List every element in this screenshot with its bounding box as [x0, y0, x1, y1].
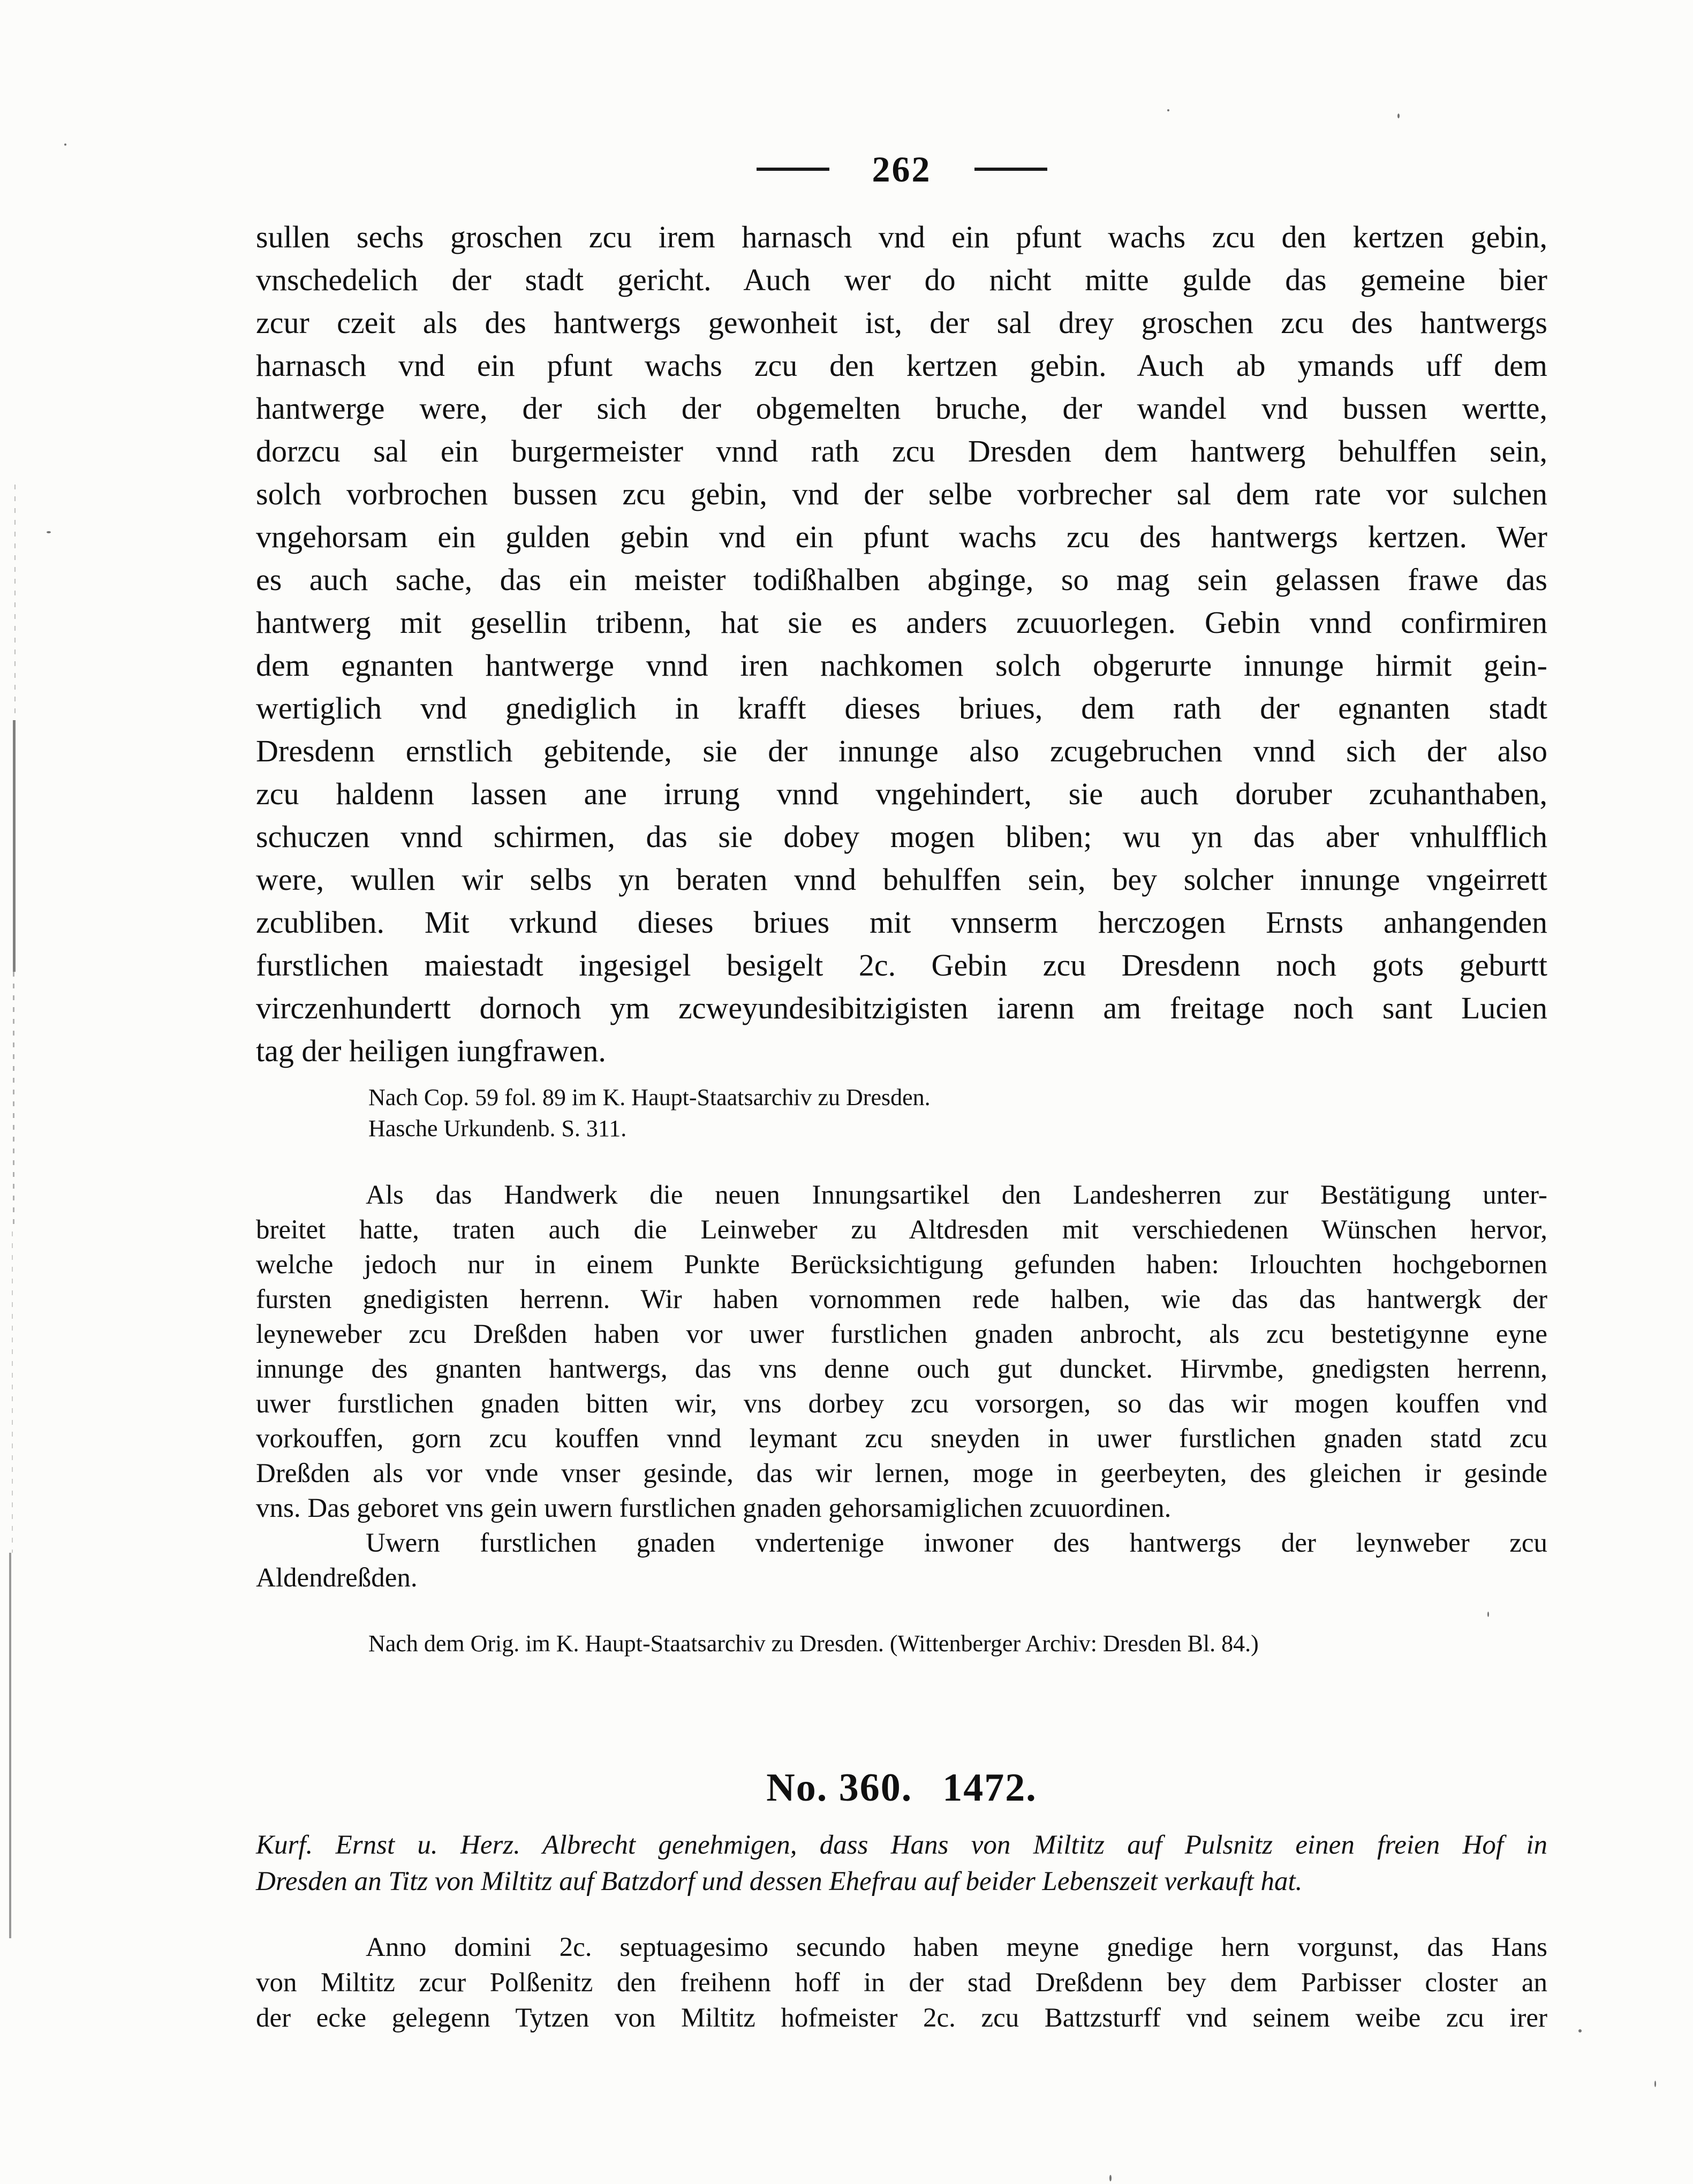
page-header: [256, 148, 1547, 191]
text-line: schuczen vnnd schirmen, das sie dobey mogen bliben; wu yn das aber vnhulfflich: [256, 819, 1547, 854]
scan-speck: [1654, 2081, 1656, 2087]
binding-shadow: [13, 720, 16, 972]
text-line: hantwerg mit gesellin tribenn, hat sie es anders zcuuorlegen. Gebin vnnd confirmiren: [256, 605, 1547, 640]
text-line: von Miltitz zcur Polßenitz den freihenn hoff in der stad Dreßdenn bey dem Parbisser closter an: [256, 1968, 1547, 1998]
left-rule: [757, 168, 829, 171]
text-line: zcubliben. Mit vrkund dieses briues mit vnnserm herczogen Ernsts anhangenden: [256, 905, 1547, 940]
text-line: dorzcu sal ein burgermeister vnnd rath zcu Dresden dem hantwerg behulffen sein,: [256, 434, 1547, 468]
doc-360-summary: [256, 1827, 1547, 1900]
text-line: solch vorbrochen bussen zcu gebin, vnd der selbe vorbrecher sal dem rate vor sulchen: [256, 477, 1547, 511]
binding-shadow: [14, 485, 16, 720]
text-line: Dreßden als vor vnde vnser gesinde, das wir lernen, moge in geerbeyten, des gleichen ir gesinde: [256, 1458, 1547, 1488]
text-line: Uwern furstlichen gnaden vndertenige inwoner des hantwergs der leynweber zcu: [366, 1528, 1547, 1558]
doc-number: No. 360.: [766, 1766, 913, 1810]
right-rule: [974, 168, 1047, 171]
text-line: Anno domini 2c. septuagesimo secundo haben meyne gnedige hern vorgunst, das Hans: [366, 1932, 1547, 1962]
text-line: vorkouffen, gorn zcu kouffen vnnd leymant zcu sneyden in uwer furstlichen gnaden statd zcu: [256, 1424, 1547, 1454]
summary-line: Dresden an Titz von Miltitz auf Batzdorf und dessen Ehefrau auf beider Lebenszeit verkauft hat.: [256, 1866, 1303, 1896]
binding-shadow: [13, 972, 14, 1229]
doc-year: 1472.: [942, 1766, 1037, 1810]
text-line: virczenhundertt dornoch ym zcweyundesibitzigisten iarenn am freitage noch sant Lucien: [256, 991, 1547, 1025]
scan-speck: [47, 531, 51, 533]
text-line: es auch sache, das ein meister todißhalben abginge, so mag sein gelassen frawe das: [256, 562, 1547, 597]
petition-body: [256, 1178, 1547, 1526]
text-line: vns. Das geboret vns gein uwern furstlichen gnaden gehorsamiglichen zcuuordinen.: [256, 1493, 1172, 1523]
text-line: leyneweber zcu Dreßden haben vor uwer furstlichen gnaden anbrocht, als zcu bestetigynne eyne: [256, 1319, 1547, 1349]
petition-citation: [368, 1628, 1493, 1659]
doc-360-body: [256, 1930, 1547, 2036]
text-line: vngehorsam ein gulden gebin vnd ein pfunt wachs zcu des hantwergs kertzen. Wer: [256, 519, 1547, 554]
summary-line: Kurf. Ernst u. Herz. Albrecht genehmigen, dass Hans von Miltitz auf Pulsnitz einen freien Hof in: [256, 1830, 1547, 1860]
text-line: wertiglich vnd gnediglich in krafft dieses briues, dem rath der egnanten stadt: [256, 691, 1547, 726]
text-line: Dresdenn ernstlich gebitende, sie der innunge also zcugebruchen vnnd sich der also: [256, 734, 1547, 768]
scan-speck: [1167, 109, 1169, 111]
citation-line: Hasche Urkundenb. S. 311.: [368, 1115, 627, 1142]
text-line: furstlichen maiestadt ingesigel besigelt 2c. Gebin zcu Dresdenn noch gots geburtt: [256, 948, 1547, 983]
page-number: 262: [872, 149, 932, 190]
binding-shadow: [12, 1231, 13, 1553]
doc-360-heading: [256, 1766, 1547, 1809]
binding-shadow: [9, 1553, 11, 1938]
text-line: harnasch vnd ein pfunt wachs zcu den kertzen gebin. Auch ab ymands uff dem: [256, 348, 1547, 383]
text-line: zcu haldenn lassen ane irrung vnnd vngehindert, sie auch doruber zcuhanthaben,: [256, 776, 1547, 811]
citation-line: Nach Cop. 59 fol. 89 im K. Haupt-Staatsarchiv zu Dresden.: [368, 1084, 931, 1110]
text-line: der ecke gelegenn Tytzen von Miltitz hofmeister 2c. zcu Battzsturff vnd seinem weibe zcu irer: [256, 2003, 1547, 2033]
text-line: Aldendreßden.: [256, 1563, 418, 1593]
text-line: zcur czeit als des hantwergs gewonheit ist, der sal drey groschen zcu des hantwergs: [256, 305, 1547, 340]
scan-speck: [1487, 1612, 1489, 1617]
text-line: Als das Handwerk die neuen Innungsartikel den Landesherren zur Bestätigung unter-: [366, 1180, 1547, 1210]
text-line: sullen sechs groschen zcu irem harnasch vnd ein pfunt wachs zcu den kertzen gebin,: [256, 220, 1547, 254]
scan-speck: [1578, 2029, 1582, 2032]
scan-speck: [1109, 2175, 1112, 2181]
text-line: breitet hatte, traten auch die Leinweber zu Altdresden mit verschiedenen Wünschen hervor,: [256, 1215, 1547, 1245]
text-line: vnschedelich der stadt gericht. Auch wer do nicht mitte gulde das gemeine bier: [256, 262, 1547, 297]
citation-line: Nach dem Orig. im K. Haupt-Staatsarchiv zu Dresden. (Wittenberger Archiv: Dresden Bl. 84.): [368, 1630, 1259, 1657]
text-line: fursten gnedigisten herrenn. Wir haben vornommen rede halben, wie das das hantwergk der: [256, 1284, 1547, 1314]
text-line: were, wullen wir selbs yn beraten vnnd behulffen sein, bey solcher innunge vngeirrett: [256, 862, 1547, 897]
text-line: hantwerge were, der sich der obgemelten bruche, der wandel vnd bussen wertte,: [256, 391, 1547, 426]
doc-359-citation: [368, 1082, 1493, 1144]
doc-359-body: [256, 216, 1547, 1072]
text-line: dem egnanten hantwerge vnnd iren nachkomen solch obgerurte innunge hirmit gein-: [256, 648, 1547, 683]
text-line: welche jedoch nur in einem Punkte Berücksichtigung gefunden haben: Irlouchten hochgebornen: [256, 1250, 1547, 1280]
text-line: uwer furstlichen gnaden bitten wir, vns dorbey zcu vorsorgen, so das wir mogen kouffen vnd: [256, 1389, 1547, 1419]
text-line: innunge des gnanten hantwergs, das vns denne ouch gut duncket. Hirvmbe, gnedigsten herrenn,: [256, 1354, 1547, 1384]
scan-speck: [64, 143, 66, 146]
text-line: tag der heiligen iungfrawen.: [256, 1033, 606, 1068]
scan-speck: [1397, 114, 1400, 118]
petition-closing: [256, 1526, 1547, 1596]
